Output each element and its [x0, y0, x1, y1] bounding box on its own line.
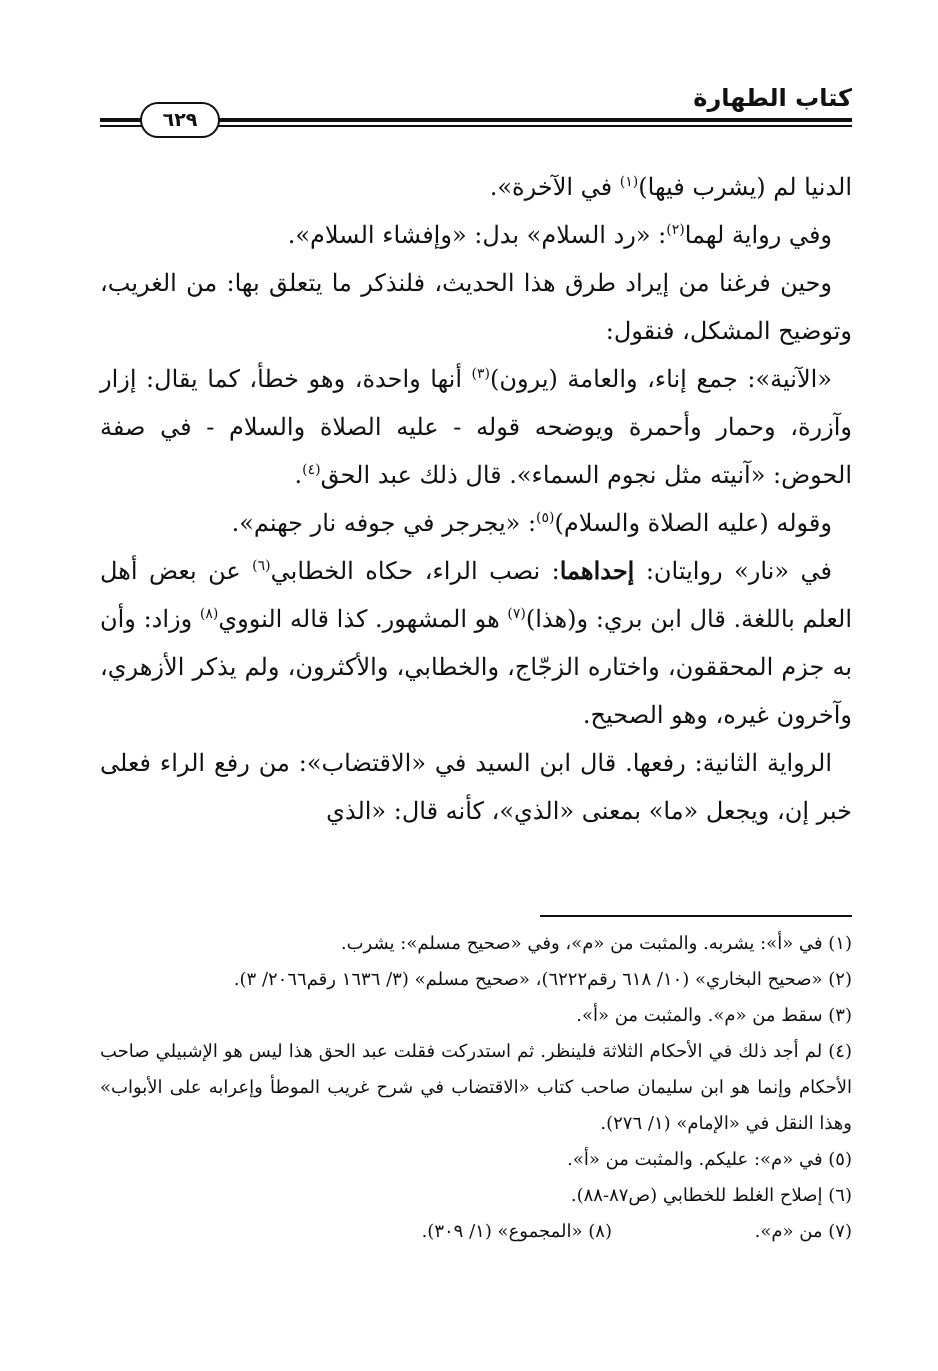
footnotes: [100, 926, 852, 1250]
footnote: (٢) «صحيح البخاري» (١٠/ ٦١٨ رقم٦٢٢٢)، «صحيح مسلم» (٣/ ١٦٣٦ رقم٢٠٦٦/ ٣).: [233, 969, 852, 990]
paragraph: الرواية الثانية: رفعها. قال ابن السيد في «الاقتضاب»: من رفع الراء فعلى خبر إن، ويجعل «ما» بمعنى «الذي»، كأنه قال: «الذي: [100, 749, 852, 825]
paragraph: وفي رواية لهما$^{(٢)}$: «رد السلام» بدل: «وإفشاء السلام».: [287, 221, 832, 249]
page-number: ٦٢٩: [140, 102, 220, 138]
footnote: (٥) في «م»: عليكم. والمثبت من «أ».: [567, 1149, 852, 1170]
footnote-ref[interactable]: (١): [619, 174, 639, 190]
paragraph: الدنيا لم (يشرب فيها)$^{(١)}$ في الآخرة».: [489, 173, 852, 201]
footnote: (٦) إصلاح الغلط للخطابي (ص٨٧-٨٨).: [570, 1185, 852, 1206]
footnote-ref[interactable]: (٤): [302, 462, 321, 478]
paragraph: وقوله (عليه الصلاة والسلام)$^{(٥)}$: «يجرجر في جوفه نار جهنم».: [231, 509, 832, 537]
page-header: [100, 82, 852, 142]
footnote-ref[interactable]: (٢): [666, 222, 685, 238]
main-text: [100, 163, 852, 835]
footnote-ref[interactable]: (٧): [507, 606, 526, 622]
paragraph: وحين فرغنا من إيراد طرق هذا الحديث، فلنذكر ما يتعلق بها: من الغريب، وتوضيح المشكل، فنقول:: [100, 269, 852, 345]
footnote: (١) في «أ»: يشربه. والمثبت من «م»، وفي «صحيح مسلم»: يشرب.: [340, 933, 852, 954]
paragraph: في «نار» روايتان: إحداهما: نصب الراء، حكاه الخطابي$^{(٦)}$ عن بعض أهل العلم باللغة. قال ابن بري: و(هذا)$^{(٧)}$ هو المشهور. كذا قاله النووي$^{(٨)}$ وزاد: وأن به جزم المحققون، واختاره الزجّاج، والخطابي، والأكثرون، ولم يذكر الأزهري، وآخرون غيره، وهو الصحيح.: [100, 556, 853, 729]
footnote-row: [100, 1214, 852, 1250]
footnote-ref[interactable]: (٥): [536, 510, 555, 526]
book-title: كتاب الطهارة: [685, 84, 852, 112]
footnote-separator: [540, 915, 852, 917]
footnote: (٤) لم أجد ذلك في الأحكام الثلاثة فلينظر. ثم استدركت فقلت عبد الحق هذا ليس هو الإشبيلي صاحب الأحكام وإنما هو ابن سليمان صاحب كتاب «الاقتضاب في شرح غريب الموطأ وإعرابه على الأبواب» وهذا النقل في «الإمام» (١/ ٢٧٦).: [100, 1041, 852, 1134]
footnote-ref[interactable]: (٦): [252, 558, 271, 574]
footnote: (٣) سقط من «م». والمثبت من «أ».: [576, 1005, 852, 1026]
footnote: (٨) «المجموع» (١/ ٣٠٩).: [421, 1221, 612, 1242]
footnote-ref[interactable]: (٨): [199, 606, 219, 622]
footnote-ref[interactable]: (٣): [471, 366, 491, 382]
footnote: (٧) من «م».: [754, 1221, 852, 1242]
paragraph: «الآنية»: جمع إناء، والعامة (يرون)$^{(٣)}$ أنها واحدة، وهو خطأ، كما يقال: إزار وآزرة، وحمار وأحمرة ويوضحه قوله - عليه الصلاة والسلام - في صفة الحوض: «آنيته مثل نجوم السماء». قال ذلك عبد الحق$^{(٤)}$.: [100, 365, 852, 489]
